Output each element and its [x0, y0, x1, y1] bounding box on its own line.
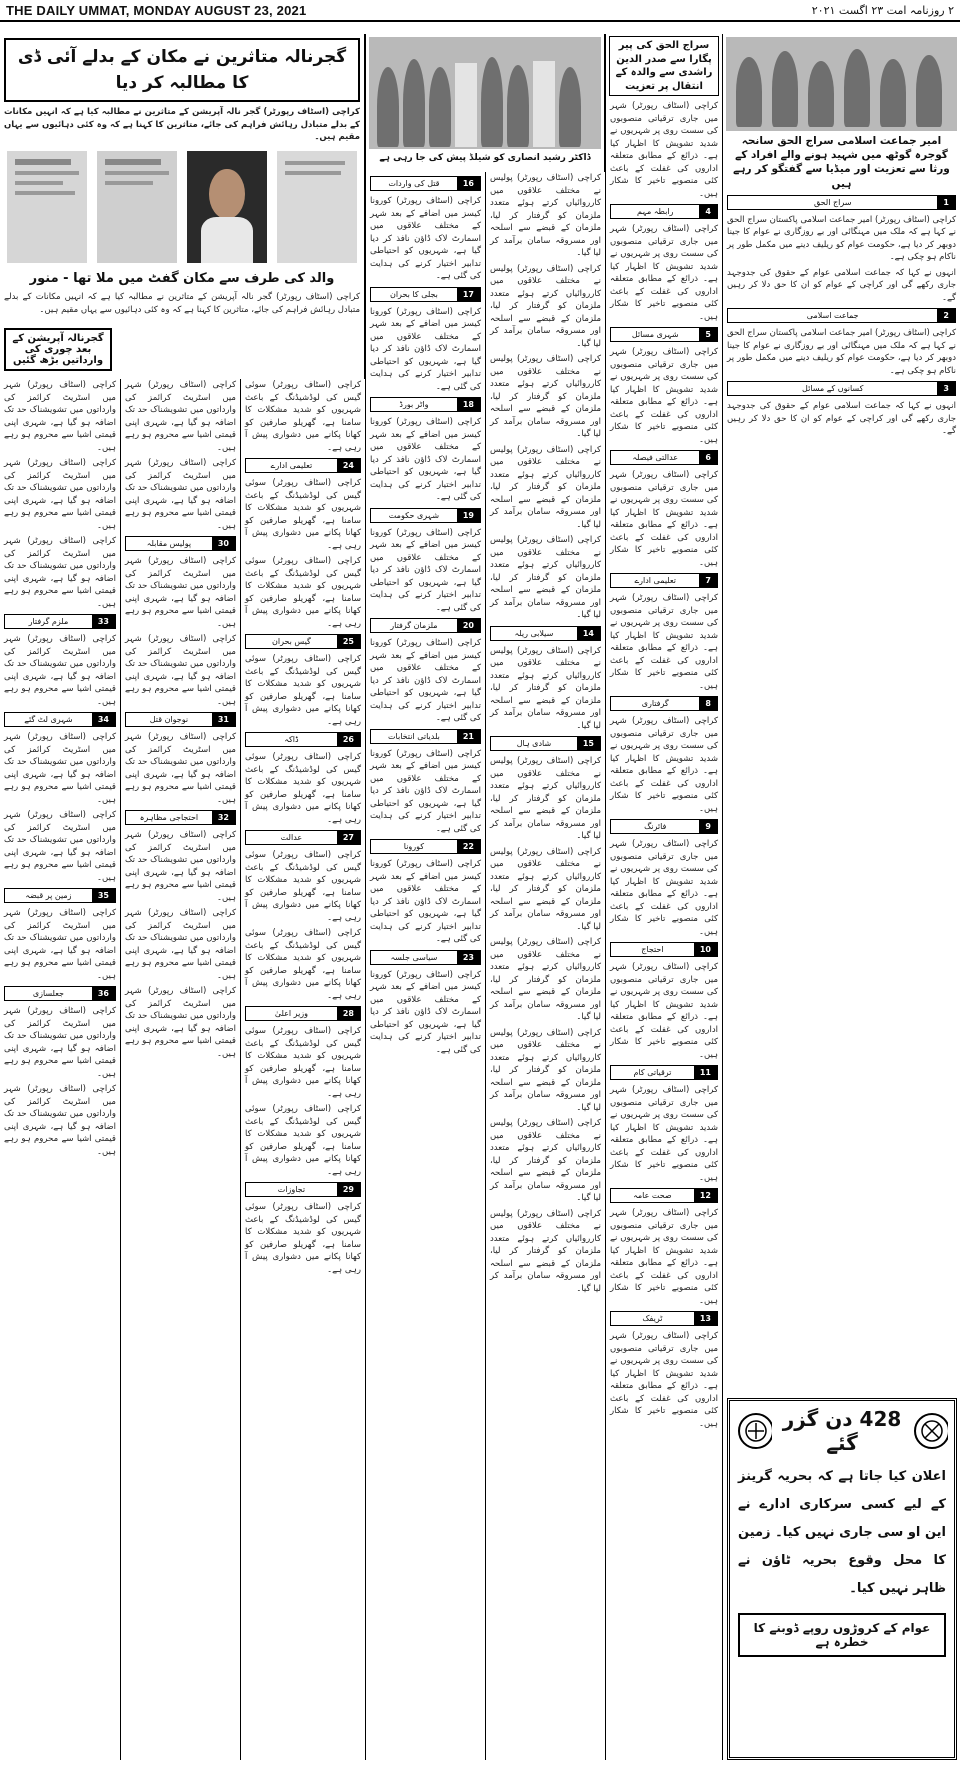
article-text: کراچی (اسٹاف رپورٹر) کورونا کیسز میں اضافے کے بعد شہر کے مختلف علاقوں میں اسمارٹ لاک ڈاؤن نافذ کر دیا گیا ہے، شہریوں کو احتیاطی تدابیر اختیار کرنے کی ہدایت کی گئی ہے۔ [370, 859, 481, 944]
lead-side-box: گجرنالہ آپریشن کے بعد چوری کی وارداتیں بڑھ گئیں [4, 328, 112, 371]
group-photo-block [365, 34, 605, 172]
article-text: کراچی (اسٹاف رپورٹر) شہر میں اسٹریٹ کرائمز کی وارداتوں میں تشویشناک حد تک اضافہ ہو گیا ہے، شہری اپنی قیمتی اشیا سے محروم ہو رہے ہیں۔ [125, 908, 236, 981]
article-text: کراچی (اسٹاف رپورٹر) شہر میں اسٹریٹ کرائمز کی وارداتوں میں تشویشناک حد تک اضافہ ہو گیا ہے، شہری اپنی قیمتی اشیا سے محروم ہو رہے ہیں۔ [4, 458, 116, 531]
article-text: کراچی (اسٹاف رپورٹر) شہر میں جاری ترقیاتی منصوبوں کی سست روی پر شہریوں نے شدید تشویش کا اظہار کیا ہے۔ ذرائع کے مطابق متعلقہ اداروں کی غفلت کے باعث کئی منصوبے تاخیر کا شکار ہیں۔ [610, 224, 718, 322]
news-item-24: 24 تعلیمی ادارے [245, 458, 361, 473]
emblem-icon [736, 1411, 772, 1451]
news-item-5: 5 شہری مسائل [610, 327, 718, 342]
article-text: کراچی (اسٹاف رپورٹر) شہر میں جاری ترقیاتی منصوبوں کی سست روی پر شہریوں نے شدید تشویش کا اظہار کیا ہے۔ ذرائع کے مطابق متعلقہ اداروں کی غفلت کے باعث کئی منصوبے تاخیر کا شکار ہیں۔ [610, 1085, 718, 1183]
news-item-9: 9 فائرنگ [610, 819, 718, 834]
article-text: کراچی (اسٹاف رپورٹر) شہر میں اسٹریٹ کرائمز کی وارداتوں میں تشویشناک حد تک اضافہ ہو گیا ہے، شہری اپنی قیمتی اشیا سے محروم ہو رہے ہیں۔ [4, 1084, 116, 1157]
news-photo-1 [726, 37, 957, 131]
article-text: کراچی (اسٹاف رپورٹر) شہر میں اسٹریٹ کرائمز کی وارداتوں میں تشویشناک حد تک اضافہ ہو گیا ہے، شہری اپنی قیمتی اشیا سے محروم ہو رہے ہیں۔ [125, 732, 236, 805]
emblem-icon [912, 1411, 948, 1451]
news-item-19: 19 شہری حکومت [370, 508, 481, 523]
article-text: کراچی (اسٹاف رپورٹر) سوئی گیس کی لوڈشیڈنگ کے باعث شہریوں کو شدید مشکلات کا سامنا ہے، گھریلو صارفین کو کھانا پکانے میں دشواری پیش آ رہی ہے۔ [245, 1026, 361, 1099]
news-item-12: 12 صحت عامہ [610, 1188, 718, 1203]
column-4 [365, 172, 485, 1760]
portrait-photo [187, 151, 267, 263]
article-text: کراچی (اسٹاف رپورٹر) شہر میں اسٹریٹ کرائمز کی وارداتوں میں تشویشناک حد تک اضافہ ہو گیا ہے، شہری اپنی قیمتی اشیا سے محروم ہو رہے ہیں۔ [4, 908, 116, 981]
document-image [97, 151, 177, 263]
article-text: کراچی (اسٹاف رپورٹر) شہر میں اسٹریٹ کرائمز کی وارداتوں میں تشویشناک حد تک اضافہ ہو گیا ہے، شہری اپنی قیمتی اشیا سے محروم ہو رہے ہیں۔ [125, 556, 236, 629]
article-text: کراچی (اسٹاف رپورٹر) شہر میں جاری ترقیاتی منصوبوں کی سست روی پر شہریوں نے شدید تشویش کا اظہار کیا ہے۔ ذرائع کے مطابق متعلقہ اداروں کی غفلت کے باعث کئی منصوبے تاخیر کا شکار ہیں۔ [610, 962, 718, 1060]
article-text: کراچی (اسٹاف رپورٹر) کورونا کیسز میں اضافے کے بعد شہر کے مختلف علاقوں میں اسمارٹ لاک ڈاؤن نافذ کر دیا گیا ہے، شہریوں کو احتیاطی تدابیر اختیار کرنے کی ہدایت کی گئی ہے۔ [370, 748, 481, 834]
news-item-13: 13 ٹریفک [610, 1311, 718, 1326]
article-text: کراچی (اسٹاف رپورٹر) سوئی گیس کی لوڈشیڈنگ کے باعث شہریوں کو شدید مشکلات کا سامنا ہے، گھریلو صارفین کو کھانا پکانے میں دشواری پیش آ رہی ہے۔ [245, 928, 361, 1001]
document-image [277, 151, 357, 263]
news-item-35: 35 زمین پر قبضہ [4, 888, 116, 903]
group-photo [369, 37, 601, 149]
article-text: کراچی (اسٹاف رپورٹر) شہر میں اسٹریٹ کرائمز کی وارداتوں میں تشویشناک حد تک اضافہ ہو گیا ہے، شہری اپنی قیمتی اشیا سے محروم ہو رہے ہیں۔ [4, 536, 116, 609]
article-text: کراچی (اسٹاف رپورٹر) کورونا کیسز میں اضافے کے بعد شہر کے مختلف علاقوں میں اسمارٹ لاک ڈاؤن نافذ کر دیا گیا ہے، شہریوں کو احتیاطی تدابیر اختیار کرنے کی ہدایت کی گئی ہے۔ [370, 417, 481, 502]
column-3 [485, 172, 605, 1760]
news-item-33: 33 ملزم گرفتار [4, 614, 116, 629]
ad-text: اعلان کیا جاتا ہے کہ بحریہ گرینز کے لیے کسی سرکاری ادارے نے این او سی جاری نہیں کیا۔ زمین کا محل وقوع بحریہ ٹاؤن نے ظاہر نہیں کیا۔ [738, 1469, 946, 1596]
article-text: کراچی (اسٹاف رپورٹر) شہر میں جاری ترقیاتی منصوبوں کی سست روی پر شہریوں نے شدید تشویش کا اظہار کیا ہے۔ ذرائع کے مطابق متعلقہ اداروں کی غفلت کے باعث کئی منصوبے تاخیر کا شکار ہیں۔ [610, 1331, 718, 1429]
article-text: کراچی (اسٹاف رپورٹر) شہر میں جاری ترقیاتی منصوبوں کی سست روی پر شہریوں نے شدید تشویش کا اظہار کیا ہے۔ ذرائع کے مطابق متعلقہ اداروں کی غفلت کے باعث کئی منصوبے تاخیر کا شکار ہیں۔ [610, 839, 718, 937]
advertisement-box [727, 1398, 957, 1760]
article-text: کراچی (اسٹاف رپورٹر) شہر میں جاری ترقیاتی منصوبوں کی سست روی پر شہریوں نے شدید تشویش کا اظہار کیا ہے۔ ذرائع کے مطابق متعلقہ اداروں کی غفلت کے باعث کئی منصوبے تاخیر کا شکار ہیں۔ [610, 470, 718, 568]
article-text: کراچی (اسٹاف رپورٹر) پولیس نے مختلف علاقوں میں کارروائیاں کرتے ہوئے متعدد ملزمان کو گرفتار کر لیا، ملزمان کے قبضے سے اسلحہ اور مسروقہ سامان برآمد کر لیا گیا۔ [490, 535, 601, 620]
lead-images [4, 148, 360, 266]
article-text: کراچی (اسٹاف رپورٹر) گجر نالہ آپریشن کے متاثرین نے مطالبہ کیا ہے کہ انہیں مکانات کے بدلے متبادل رہائش فراہم کی جائے، متاثرین کا کہنا ہے کہ وہ کئی دہائیوں سے یہاں مقیم ہیں۔ [4, 292, 360, 315]
article-text: کراچی (اسٹاف رپورٹر) سوئی گیس کی لوڈشیڈنگ کے باعث شہریوں کو شدید مشکلات کا سامنا ہے، گھریلو صارفین کو کھانا پکانے میں دشواری پیش آ رہی ہے۔ [245, 1202, 361, 1275]
column-5 [240, 379, 365, 1760]
article-text: کراچی (اسٹاف رپورٹر) شہر میں جاری ترقیاتی منصوبوں کی سست روی پر شہریوں نے شدید تشویش کا اظہار کیا ہے۔ ذرائع کے مطابق متعلقہ اداروں کی غفلت کے باعث کئی منصوبے تاخیر کا شکار ہیں۔ [610, 101, 718, 199]
article-text: کراچی (اسٹاف رپورٹر) شہر میں اسٹریٹ کرائمز کی وارداتوں میں تشویشناک حد تک اضافہ ہو گیا ہے، شہری اپنی قیمتی اشیا سے محروم ہو رہے ہیں۔ [125, 986, 236, 1059]
news-item-15: 15 شادی ہال [490, 736, 601, 751]
document-image [7, 151, 87, 263]
masthead-urdu: ۲ روزنامہ امت ۲۳ اگست ۲۰۲۱ [811, 3, 954, 17]
article-text: انہوں نے کہا کہ جماعت اسلامی عوام کے حقوق کی جدوجہد جاری رکھے گی اور کراچی کے عوام کو ان کا حق دلا کر رہیں گے۔ [727, 401, 956, 437]
masthead-english: THE DAILY UMMAT, MONDAY AUGUST 23, 2021 [6, 2, 307, 18]
article-text: کراچی (اسٹاف رپورٹر) پولیس نے مختلف علاقوں میں کارروائیاں کرتے ہوئے متعدد ملزمان کو گرفتار کر لیا، ملزمان کے قبضے سے اسلحہ اور مسروقہ سامان برآمد کر لیا گیا۔ [490, 1027, 601, 1113]
news-item-21: 21 بلدیاتی انتخابات [370, 729, 481, 744]
news-item-2: 2 جماعت اسلامی [727, 308, 956, 323]
column-2 [605, 34, 722, 1760]
article-text: کراچی (اسٹاف رپورٹر) شہر میں جاری ترقیاتی منصوبوں کی سست روی پر شہریوں نے شدید تشویش کا اظہار کیا ہے۔ ذرائع کے مطابق متعلقہ اداروں کی غفلت کے باعث کئی منصوبے تاخیر کا شکار ہیں۔ [610, 716, 718, 814]
article-text: کراچی (اسٹاف رپورٹر) کورونا کیسز میں اضافے کے بعد شہر کے مختلف علاقوں میں اسمارٹ لاک ڈاؤن نافذ کر دیا گیا ہے، شہریوں کو احتیاطی تدابیر اختیار کرنے کی ہدایت کی گئی ہے۔ [370, 527, 481, 613]
article-text: کراچی (اسٹاف رپورٹر) شہر میں اسٹریٹ کرائمز کی وارداتوں میں تشویشناک حد تک اضافہ ہو گیا ہے، شہری اپنی قیمتی اشیا سے محروم ہو رہے ہیں۔ [125, 830, 236, 903]
group-photo-caption: ڈاکٹر رشید انصاری کو شیلڈ پیش کی جا رہی ہے [379, 153, 591, 163]
article-text: کراچی (اسٹاف رپورٹر) شہر میں اسٹریٹ کرائمز کی وارداتوں میں تشویشناک حد تک اضافہ ہو گیا ہے، شہری اپنی قیمتی اشیا سے محروم ہو رہے ہیں۔ [125, 380, 236, 453]
news-item-29: 29 تجاوزات [245, 1182, 361, 1197]
news-item-7: 7 تعلیمی ادارے [610, 573, 718, 588]
news-item-18: 18 واٹر بورڈ [370, 397, 481, 412]
article-text: کراچی (اسٹاف رپورٹر) امیر جماعت اسلامی پاکستان سراج الحق نے کہا ہے کہ ملک میں مہنگائی اور بے روزگاری نے عوام کا جینا دوبھر کر دیا ہے، حکومت عوام کو ریلیف دینے میں مکمل طور پر ناکام ہو چکی ہے۔ [727, 214, 956, 263]
article-text: کراچی (اسٹاف رپورٹر) شہر میں اسٹریٹ کرائمز کی وارداتوں میں تشویشناک حد تک اضافہ ہو گیا ہے، شہری اپنی قیمتی اشیا سے محروم ہو رہے ہیں۔ [4, 810, 116, 883]
article-text: کراچی (اسٹاف رپورٹر) امیر جماعت اسلامی پاکستان سراج الحق نے کہا ہے کہ ملک میں مہنگائی اور بے روزگاری نے عوام کا جینا دوبھر کر دیا ہے، حکومت عوام کو ریلیف دینے میں مکمل طور پر ناکام ہو چکی ہے۔ [727, 328, 956, 376]
article-text: کراچی (اسٹاف رپورٹر) شہر میں اسٹریٹ کرائمز کی وارداتوں میں تشویشناک حد تک اضافہ ہو گیا ہے، شہری اپنی قیمتی اشیا سے محروم ہو رہے ہیں۔ [125, 634, 236, 707]
lead-headline: گجرنالہ متاثرین نے مکان کے بدلے آئی ڈی کا مطالبہ کر دیا [4, 38, 360, 102]
article-text: کراچی (اسٹاف رپورٹر) پولیس نے مختلف علاقوں میں کارروائیاں کرتے ہوئے متعدد ملزمان کو گرفتار کر لیا، ملزمان کے قبضے سے اسلحہ اور مسروقہ سامان برآمد کر لیا گیا۔ [490, 846, 601, 932]
news-item-16: 16 قتل کی واردات [370, 176, 481, 191]
news-item-23: 23 سیاسی جلسہ [370, 950, 481, 965]
news-item-6: 6 عدالتی فیصلہ [610, 450, 718, 465]
article-text: کراچی (اسٹاف رپورٹر) شہر میں اسٹریٹ کرائمز کی وارداتوں میں تشویشناک حد تک اضافہ ہو گیا ہے، شہری اپنی قیمتی اشیا سے محروم ہو رہے ہیں۔ [4, 1006, 116, 1079]
article-text: کراچی (اسٹاف رپورٹر) سوئی گیس کی لوڈشیڈنگ کے باعث شہریوں کو شدید مشکلات کا سامنا ہے، گھریلو صارفین کو کھانا پکانے میں دشواری پیش آ رہی ہے۔ [245, 478, 361, 551]
article-text: کراچی (اسٹاف رپورٹر) کورونا کیسز میں اضافے کے بعد شہر کے مختلف علاقوں میں اسمارٹ لاک ڈاؤن نافذ کر دیا گیا ہے، شہریوں کو احتیاطی تدابیر اختیار کرنے کی ہدایت کی گئی ہے۔ [370, 638, 481, 723]
news-item-22: 22 کورونا [370, 839, 481, 854]
column-2-headline: سراج الحق کی پیر پگارا سے صدر الدین راشدی سے والدہ کے انتقال پر تعزیت [609, 36, 719, 96]
article-text: انہوں نے کہا کہ جماعت اسلامی عوام کے حقوق کی جدوجہد جاری رکھے گی اور کراچی کے عوام کو ان کا حق دلا کر رہیں گے۔ [727, 267, 956, 303]
article-text: کراچی (اسٹاف رپورٹر) سوئی گیس کی لوڈشیڈنگ کے باعث شہریوں کو شدید مشکلات کا سامنا ہے، گھریلو صارفین کو کھانا پکانے میں دشواری پیش آ رہی ہے۔ [245, 850, 361, 923]
news-item-10: 10 احتجاج [610, 942, 718, 957]
lead-subhead: والد کی طرف سے مکان گفٹ میں ملا تھا - منور [29, 270, 335, 286]
article-text: کراچی (اسٹاف رپورٹر) پولیس نے مختلف علاقوں میں کارروائیاں کرتے ہوئے متعدد ملزمان کو گرفتار کر لیا، ملزمان کے قبضے سے اسلحہ اور مسروقہ سامان برآمد کر لیا گیا۔ [490, 173, 601, 258]
news-item-20: 20 ملزمان گرفتار [370, 618, 481, 633]
article-text: کراچی (اسٹاف رپورٹر) سوئی گیس کی لوڈشیڈنگ کے باعث شہریوں کو شدید مشکلات کا سامنا ہے، گھریلو صارفین کو کھانا پکانے میں دشواری پیش آ رہی ہے۔ [245, 1104, 361, 1177]
news-item-27: 27 عدالت [245, 830, 361, 845]
article-text: کراچی (اسٹاف رپورٹر) شہر میں جاری ترقیاتی منصوبوں کی سست روی پر شہریوں نے شدید تشویش کا اظہار کیا ہے۔ ذرائع کے مطابق متعلقہ اداروں کی غفلت کے باعث کئی منصوبے تاخیر کا شکار ہیں۔ [610, 593, 718, 691]
news-item-26: 26 ڈاکہ [245, 732, 361, 747]
news-item-17: 17 بجلی کا بحران [370, 287, 481, 302]
news-item-36: 36 جعلسازی [4, 986, 116, 1001]
lead-story [0, 34, 365, 379]
article-text: کراچی (اسٹاف رپورٹر) کورونا کیسز میں اضافے کے بعد شہر کے مختلف علاقوں میں اسمارٹ لاک ڈاؤن نافذ کر دیا گیا ہے، شہریوں کو احتیاطی تدابیر اختیار کرنے کی ہدایت کی گئی ہے۔ [370, 196, 481, 281]
article-text: کراچی (اسٹاف رپورٹر) پولیس نے مختلف علاقوں میں کارروائیاں کرتے ہوئے متعدد ملزمان کو گرفتار کر لیا، ملزمان کے قبضے سے اسلحہ اور مسروقہ سامان برآمد کر لیا گیا۔ [490, 444, 601, 530]
article-text: کراچی (اسٹاف رپورٹر) سوئی گیس کی لوڈشیڈنگ کے باعث شہریوں کو شدید مشکلات کا سامنا ہے، گھریلو صارفین کو کھانا پکانے میں دشواری پیش آ رہی ہے۔ [245, 556, 361, 629]
article-text: کراچی (اسٹاف رپورٹر) شہر میں اسٹریٹ کرائمز کی وارداتوں میں تشویشناک حد تک اضافہ ہو گیا ہے، شہری اپنی قیمتی اشیا سے محروم ہو رہے ہیں۔ [4, 634, 116, 707]
article-text: کراچی (اسٹاف رپورٹر) کورونا کیسز میں اضافے کے بعد شہر کے مختلف علاقوں میں اسمارٹ لاک ڈاؤن نافذ کر دیا گیا ہے، شہریوں کو احتیاطی تدابیر اختیار کرنے کی ہدایت کی گئی ہے۔ [370, 306, 481, 392]
news-item-28: 28 وزیر اعلیٰ [245, 1006, 361, 1021]
news-item-11: 11 ترقیاتی کام [610, 1065, 718, 1080]
column-7 [0, 379, 120, 1760]
news-item-30: 30 پولیس مقابلہ [125, 536, 236, 551]
news-item-34: 34 شہری لٹ گئے [4, 712, 116, 727]
article-text: کراچی (اسٹاف رپورٹر) شہر میں اسٹریٹ کرائمز کی وارداتوں میں تشویشناک حد تک اضافہ ہو گیا ہے، شہری اپنی قیمتی اشیا سے محروم ہو رہے ہیں۔ [4, 380, 116, 453]
article-text: کراچی (اسٹاف رپورٹر) پولیس نے مختلف علاقوں میں کارروائیاں کرتے ہوئے متعدد ملزمان کو گرفتار کر لیا، ملزمان کے قبضے سے اسلحہ اور مسروقہ سامان برآمد کر لیا گیا۔ [490, 756, 601, 841]
article-text: کراچی (اسٹاف رپورٹر) پولیس نے مختلف علاقوں میں کارروائیاں کرتے ہوئے متعدد ملزمان کو گرفتار کر لیا، ملزمان کے قبضے سے اسلحہ اور مسروقہ سامان برآمد کر لیا گیا۔ [490, 645, 601, 731]
news-item-8: 8 گرفتاری [610, 696, 718, 711]
news-item-3: 3 کسانوں کے مسائل [727, 381, 956, 396]
news-item-32: 32 احتجاجی مظاہرہ [125, 810, 236, 825]
article-text: کراچی (اسٹاف رپورٹر) پولیس نے مختلف علاقوں میں کارروائیاں کرتے ہوئے متعدد ملزمان کو گرفتار کر لیا، ملزمان کے قبضے سے اسلحہ اور مسروقہ سامان برآمد کر لیا گیا۔ [490, 263, 601, 349]
column-6 [120, 379, 240, 1760]
news-item-31: 31 نوجوان قتل [125, 712, 236, 727]
ad-slogan: عوام کے کروڑوں روپے ڈوبنے کا خطرہ ہے [738, 1613, 946, 1657]
news-item-1: 1 سراج الحق [727, 195, 956, 210]
article-text: کراچی (اسٹاف رپورٹر) شہر میں اسٹریٹ کرائمز کی وارداتوں میں تشویشناک حد تک اضافہ ہو گیا ہے، شہری اپنی قیمتی اشیا سے محروم ہو رہے ہیں۔ [4, 732, 116, 805]
article-text: کراچی (اسٹاف رپورٹر) پولیس نے مختلف علاقوں میں کارروائیاں کرتے ہوئے متعدد ملزمان کو گرفتار کر لیا، ملزمان کے قبضے سے اسلحہ اور مسروقہ سامان برآمد کر لیا گیا۔ [490, 1118, 601, 1203]
article-text: کراچی (اسٹاف رپورٹر) پولیس نے مختلف علاقوں میں کارروائیاں کرتے ہوئے متعدد ملزمان کو گرفتار کر لیا، ملزمان کے قبضے سے اسلحہ اور مسروقہ سامان برآمد کر لیا گیا۔ [490, 937, 601, 1022]
article-text: کراچی (اسٹاف رپورٹر) سوئی گیس کی لوڈشیڈنگ کے باعث شہریوں کو شدید مشکلات کا سامنا ہے، گھریلو صارفین کو کھانا پکانے میں دشواری پیش آ رہی ہے۔ [245, 752, 361, 825]
article-text: کراچی (اسٹاف رپورٹر) کورونا کیسز میں اضافے کے بعد شہر کے مختلف علاقوں میں اسمارٹ لاک ڈاؤن نافذ کر دیا گیا ہے، شہریوں کو احتیاطی تدابیر اختیار کرنے کی ہدایت کی گئی ہے۔ [370, 969, 481, 1055]
article-text: کراچی (اسٹاف رپورٹر) شہر میں جاری ترقیاتی منصوبوں کی سست روی پر شہریوں نے شدید تشویش کا اظہار کیا ہے۔ ذرائع کے مطابق متعلقہ اداروں کی غفلت کے باعث کئی منصوبے تاخیر کا شکار ہیں۔ [610, 1208, 718, 1306]
news-item-4: 4 رابطہ مہم [610, 204, 718, 219]
article-text: کراچی (اسٹاف رپورٹر) سوئی گیس کی لوڈشیڈنگ کے باعث شہریوں کو شدید مشکلات کا سامنا ہے، گھریلو صارفین کو کھانا پکانے میں دشواری پیش آ رہی ہے۔ [245, 654, 361, 727]
article-text: کراچی (اسٹاف رپورٹر) شہر میں اسٹریٹ کرائمز کی وارداتوں میں تشویشناک حد تک اضافہ ہو گیا ہے، شہری اپنی قیمتی اشیا سے محروم ہو رہے ہیں۔ [125, 458, 236, 531]
news-item-14: 14 سیلابی ریلہ [490, 626, 601, 641]
article-text: کراچی (اسٹاف رپورٹر) پولیس نے مختلف علاقوں میں کارروائیاں کرتے ہوئے متعدد ملزمان کو گرفتار کر لیا، ملزمان کے قبضے سے اسلحہ اور مسروقہ سامان برآمد کر لیا گیا۔ [490, 354, 601, 439]
news-item-25: 25 گیس بحران [245, 634, 361, 649]
article-text: کراچی (اسٹاف رپورٹر) شہر میں جاری ترقیاتی منصوبوں کی سست روی پر شہریوں نے شدید تشویش کا اظہار کیا ہے۔ ذرائع کے مطابق متعلقہ اداروں کی غفلت کے باعث کئی منصوبے تاخیر کا شکار ہیں۔ [610, 347, 718, 445]
article-text: کراچی (اسٹاف رپورٹر) سوئی گیس کی لوڈشیڈنگ کے باعث شہریوں کو شدید مشکلات کا سامنا ہے، گھریلو صارفین کو کھانا پکانے میں دشواری پیش آ رہی ہے۔ [245, 380, 361, 453]
photo-caption-1: امیر جماعت اسلامی سراج الحق سانحہ گوجرہ گوٹھ میں شہید ہونے والے افراد کے ورثا سے تعزیت اور میڈیا سے گفتگو کر رہے ہیں [733, 135, 950, 190]
article-text: کراچی (اسٹاف رپورٹر) پولیس نے مختلف علاقوں میں کارروائیاں کرتے ہوئے متعدد ملزمان کو گرفتار کر لیا، ملزمان کے قبضے سے اسلحہ اور مسروقہ سامان برآمد کر لیا گیا۔ [490, 1208, 601, 1294]
ad-banner: 428 دن گزر گئے [782, 1407, 902, 1455]
masthead [0, 0, 960, 22]
lead-intro: کراچی (اسٹاف رپورٹر) گجر نالہ آپریشن کے متاثرین نے مطالبہ کیا ہے کہ انہیں مکانات کے بدلے متبادل رہائش فراہم کی جائے، متاثرین کا کہنا ہے کہ وہ کئی دہائیوں سے یہاں مقیم ہیں۔ [4, 107, 360, 142]
